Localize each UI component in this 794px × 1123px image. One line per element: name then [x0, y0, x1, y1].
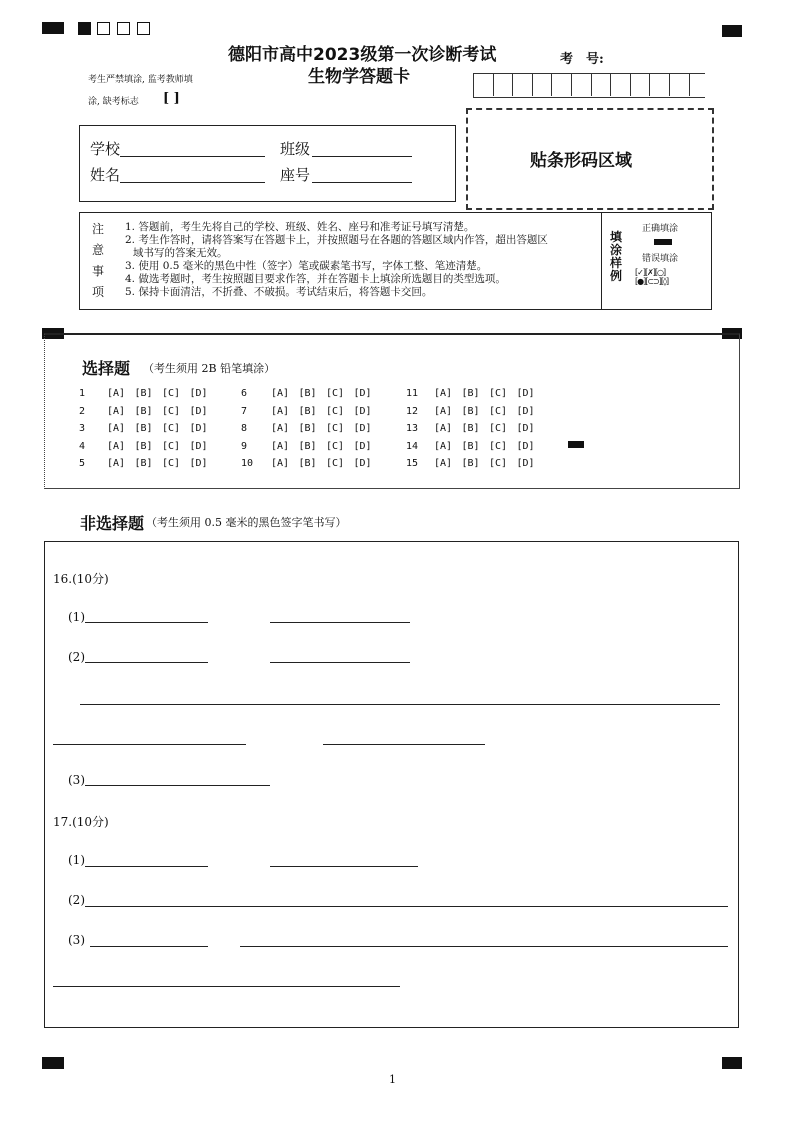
- option-bubble[interactable]: [A]: [271, 423, 290, 434]
- class-field[interactable]: [312, 156, 412, 157]
- question-number: 15: [406, 458, 419, 469]
- option-bubble[interactable]: [D]: [189, 423, 208, 434]
- option-bubble[interactable]: [A]: [271, 388, 290, 399]
- notes-label: 注 意 事 项: [92, 222, 105, 299]
- option-bubble[interactable]: [C]: [162, 458, 181, 469]
- question-number: 10: [241, 458, 254, 469]
- notes-box: [79, 212, 712, 310]
- question-number: 6: [241, 388, 248, 399]
- wrong-fill-label: 错误填涂: [642, 254, 679, 264]
- option-bubble[interactable]: [B]: [461, 388, 480, 399]
- answer-line[interactable]: [80, 704, 720, 705]
- seat-field[interactable]: [312, 182, 412, 183]
- option-bubble[interactable]: [C]: [489, 440, 508, 452]
- wrong-fill-examples: [✓][✗][○] [●][⊂⊃][◊]: [635, 268, 669, 286]
- student-info-box: [79, 125, 456, 202]
- option-bubble[interactable]: [C]: [489, 423, 508, 434]
- marker-box: [137, 22, 150, 35]
- school-field[interactable]: [120, 156, 265, 157]
- alignment-marker: [722, 25, 742, 37]
- option-bubble[interactable]: [B]: [134, 458, 153, 469]
- question-17-label: 17.(10分): [53, 815, 109, 829]
- option-bubble[interactable]: [B]: [298, 405, 317, 417]
- option-bubble[interactable]: [B]: [461, 458, 480, 469]
- answer-line[interactable]: [323, 744, 485, 745]
- barcode-label: 贴条形码区域: [530, 151, 632, 171]
- nonchoice-hint: （考生须用 0.5 毫米的黑色签字笔书写）: [146, 516, 347, 529]
- option-bubble[interactable]: [B]: [461, 440, 480, 452]
- name-label: 姓名: [90, 166, 121, 184]
- option-bubble[interactable]: [C]: [326, 388, 345, 399]
- option-bubble[interactable]: [C]: [489, 405, 508, 417]
- exam-no-boxes[interactable]: [473, 73, 705, 98]
- option-bubble[interactable]: [B]: [134, 388, 153, 399]
- option-bubble[interactable]: [C]: [162, 440, 181, 452]
- option-bubble[interactable]: [C]: [326, 405, 345, 417]
- answer-line[interactable]: [85, 785, 270, 786]
- part-label: (1): [68, 610, 85, 624]
- option-bubble[interactable]: [C]: [162, 405, 181, 417]
- answer-line[interactable]: [85, 662, 208, 663]
- choice-hint: （考生须用 2B 铅笔填涂）: [143, 362, 276, 375]
- option-bubble[interactable]: [A]: [434, 423, 453, 434]
- option-bubble[interactable]: [A]: [107, 458, 126, 469]
- correct-fill-label: 正确填涂: [642, 224, 679, 234]
- option-bubble[interactable]: [D]: [353, 388, 372, 399]
- answer-line[interactable]: [270, 622, 410, 623]
- option-bubble[interactable]: [A]: [107, 440, 126, 452]
- example-label: 填 涂 样 例: [610, 230, 623, 283]
- option-bubble[interactable]: [A]: [271, 405, 290, 417]
- option-bubble[interactable]: [A]: [434, 458, 453, 469]
- answer-line[interactable]: [85, 906, 728, 907]
- option-bubble[interactable]: [D]: [353, 458, 372, 469]
- question-16-label: 16.(10分): [53, 572, 109, 586]
- question-number: 13: [406, 423, 419, 434]
- choice-section: [44, 333, 740, 489]
- option-bubble[interactable]: [A]: [434, 440, 453, 452]
- answer-line[interactable]: [270, 866, 418, 867]
- absent-mark-box[interactable]: [ ]: [163, 91, 180, 106]
- page-number: 1: [389, 1073, 396, 1086]
- class-label: 班级: [280, 140, 311, 158]
- option-bubble[interactable]: [D]: [516, 440, 535, 452]
- option-bubble[interactable]: [D]: [189, 388, 208, 399]
- name-field[interactable]: [120, 182, 265, 183]
- option-bubble[interactable]: [A]: [271, 458, 290, 469]
- option-bubble[interactable]: [B]: [298, 440, 317, 452]
- option-bubble[interactable]: [B]: [298, 423, 317, 434]
- part-label: (1): [68, 853, 85, 867]
- alignment-marker: [42, 1057, 64, 1069]
- alignment-marker: [42, 22, 64, 34]
- part-label: (3): [68, 773, 85, 787]
- option-bubble[interactable]: [B]: [134, 440, 153, 452]
- exam-no-label: 考 号:: [560, 52, 604, 67]
- option-bubble[interactable]: [D]: [353, 423, 372, 434]
- choice-title: 选择题: [82, 359, 131, 378]
- question-number: 14: [406, 440, 419, 452]
- alignment-marker: [722, 1057, 742, 1069]
- option-bubble[interactable]: [D]: [516, 388, 535, 399]
- question-number: 1: [79, 388, 86, 399]
- barcode-area: [466, 108, 714, 210]
- marker-box: [97, 22, 110, 35]
- answer-line[interactable]: [85, 866, 208, 867]
- school-label: 学校: [90, 140, 121, 158]
- option-bubble[interactable]: [A]: [107, 423, 126, 434]
- option-bubble[interactable]: [C]: [326, 440, 345, 452]
- option-bubble[interactable]: [D]: [189, 405, 208, 417]
- part-label: (2): [68, 893, 85, 907]
- answer-line[interactable]: [240, 946, 728, 947]
- answer-line[interactable]: [270, 662, 410, 663]
- option-bubble[interactable]: [D]: [353, 440, 372, 452]
- question-number: 7: [241, 405, 248, 417]
- exam-subtitle: 生物学答题卡: [308, 67, 410, 87]
- alignment-marker: [568, 441, 584, 448]
- answer-line[interactable]: [53, 986, 400, 987]
- option-bubble[interactable]: [A]: [107, 405, 126, 417]
- part-label: (2): [68, 650, 85, 664]
- option-bubble[interactable]: [B]: [461, 405, 480, 417]
- option-bubble[interactable]: [B]: [134, 423, 153, 434]
- option-bubble[interactable]: [B]: [461, 423, 480, 434]
- question-number: 2: [79, 405, 86, 417]
- marker-box: [117, 22, 130, 35]
- question-number: 9: [241, 440, 248, 452]
- absent-note: 考生严禁填涂, 监考教师填: [88, 75, 193, 85]
- question-number: 5: [79, 458, 86, 469]
- option-bubble[interactable]: [C]: [162, 388, 181, 399]
- option-bubble[interactable]: [D]: [189, 440, 208, 452]
- option-bubble[interactable]: [C]: [162, 423, 181, 434]
- question-number: 11: [406, 388, 419, 399]
- notes-list: 1. 答题前，考生先将自己的学校、班级、姓名、座号和准考证号填写清楚。 2. 考生作答时，请将答案写在答题卡上，并按照题号在各题的答题区域内作答，超出答题区 域书写的答案无效。 3. 使用 0.5 毫米的黑色中性（签字）笔或碳素笔书写，字体工整、笔迹清楚。 4. 做选考题时，考生按照题目要求作答，并在答题卡上填涂所选题目的类型选项。 5. 保持卡面清洁，不折叠、不破损。考试结束后，将答题卡交回。: [125, 221, 548, 298]
- question-number: 12: [406, 405, 419, 417]
- option-bubble[interactable]: [A]: [434, 405, 453, 417]
- question-number: 8: [241, 423, 248, 434]
- option-bubble[interactable]: [C]: [326, 423, 345, 434]
- exam-title: 德阳市高中2023级第一次诊断考试: [228, 45, 497, 65]
- seat-label: 座号: [280, 166, 311, 184]
- option-bubble[interactable]: [D]: [516, 405, 535, 417]
- absent-note: 涂, 缺考标志: [88, 97, 139, 107]
- answer-line[interactable]: [85, 622, 208, 623]
- answer-line[interactable]: [53, 744, 246, 745]
- option-bubble[interactable]: [D]: [353, 405, 372, 417]
- option-bubble[interactable]: [D]: [189, 458, 208, 469]
- correct-fill-example: [654, 239, 672, 245]
- option-bubble[interactable]: [A]: [434, 388, 453, 399]
- option-bubble[interactable]: [D]: [516, 458, 535, 469]
- option-bubble[interactable]: [B]: [134, 405, 153, 417]
- question-number: 3: [79, 423, 86, 434]
- option-bubble[interactable]: [B]: [298, 388, 317, 399]
- answer-line[interactable]: [90, 946, 208, 947]
- option-bubble[interactable]: [D]: [516, 423, 535, 434]
- question-number: 4: [79, 440, 86, 452]
- part-label: (3): [68, 933, 85, 947]
- nonchoice-title: 非选择题: [80, 514, 145, 533]
- option-bubble[interactable]: [A]: [271, 440, 290, 452]
- alignment-marker: [78, 22, 91, 35]
- option-bubble[interactable]: [C]: [489, 458, 508, 469]
- option-bubble[interactable]: [C]: [489, 388, 508, 399]
- option-bubble[interactable]: [C]: [326, 458, 345, 469]
- option-bubble[interactable]: [B]: [298, 458, 317, 469]
- option-bubble[interactable]: [A]: [107, 388, 126, 399]
